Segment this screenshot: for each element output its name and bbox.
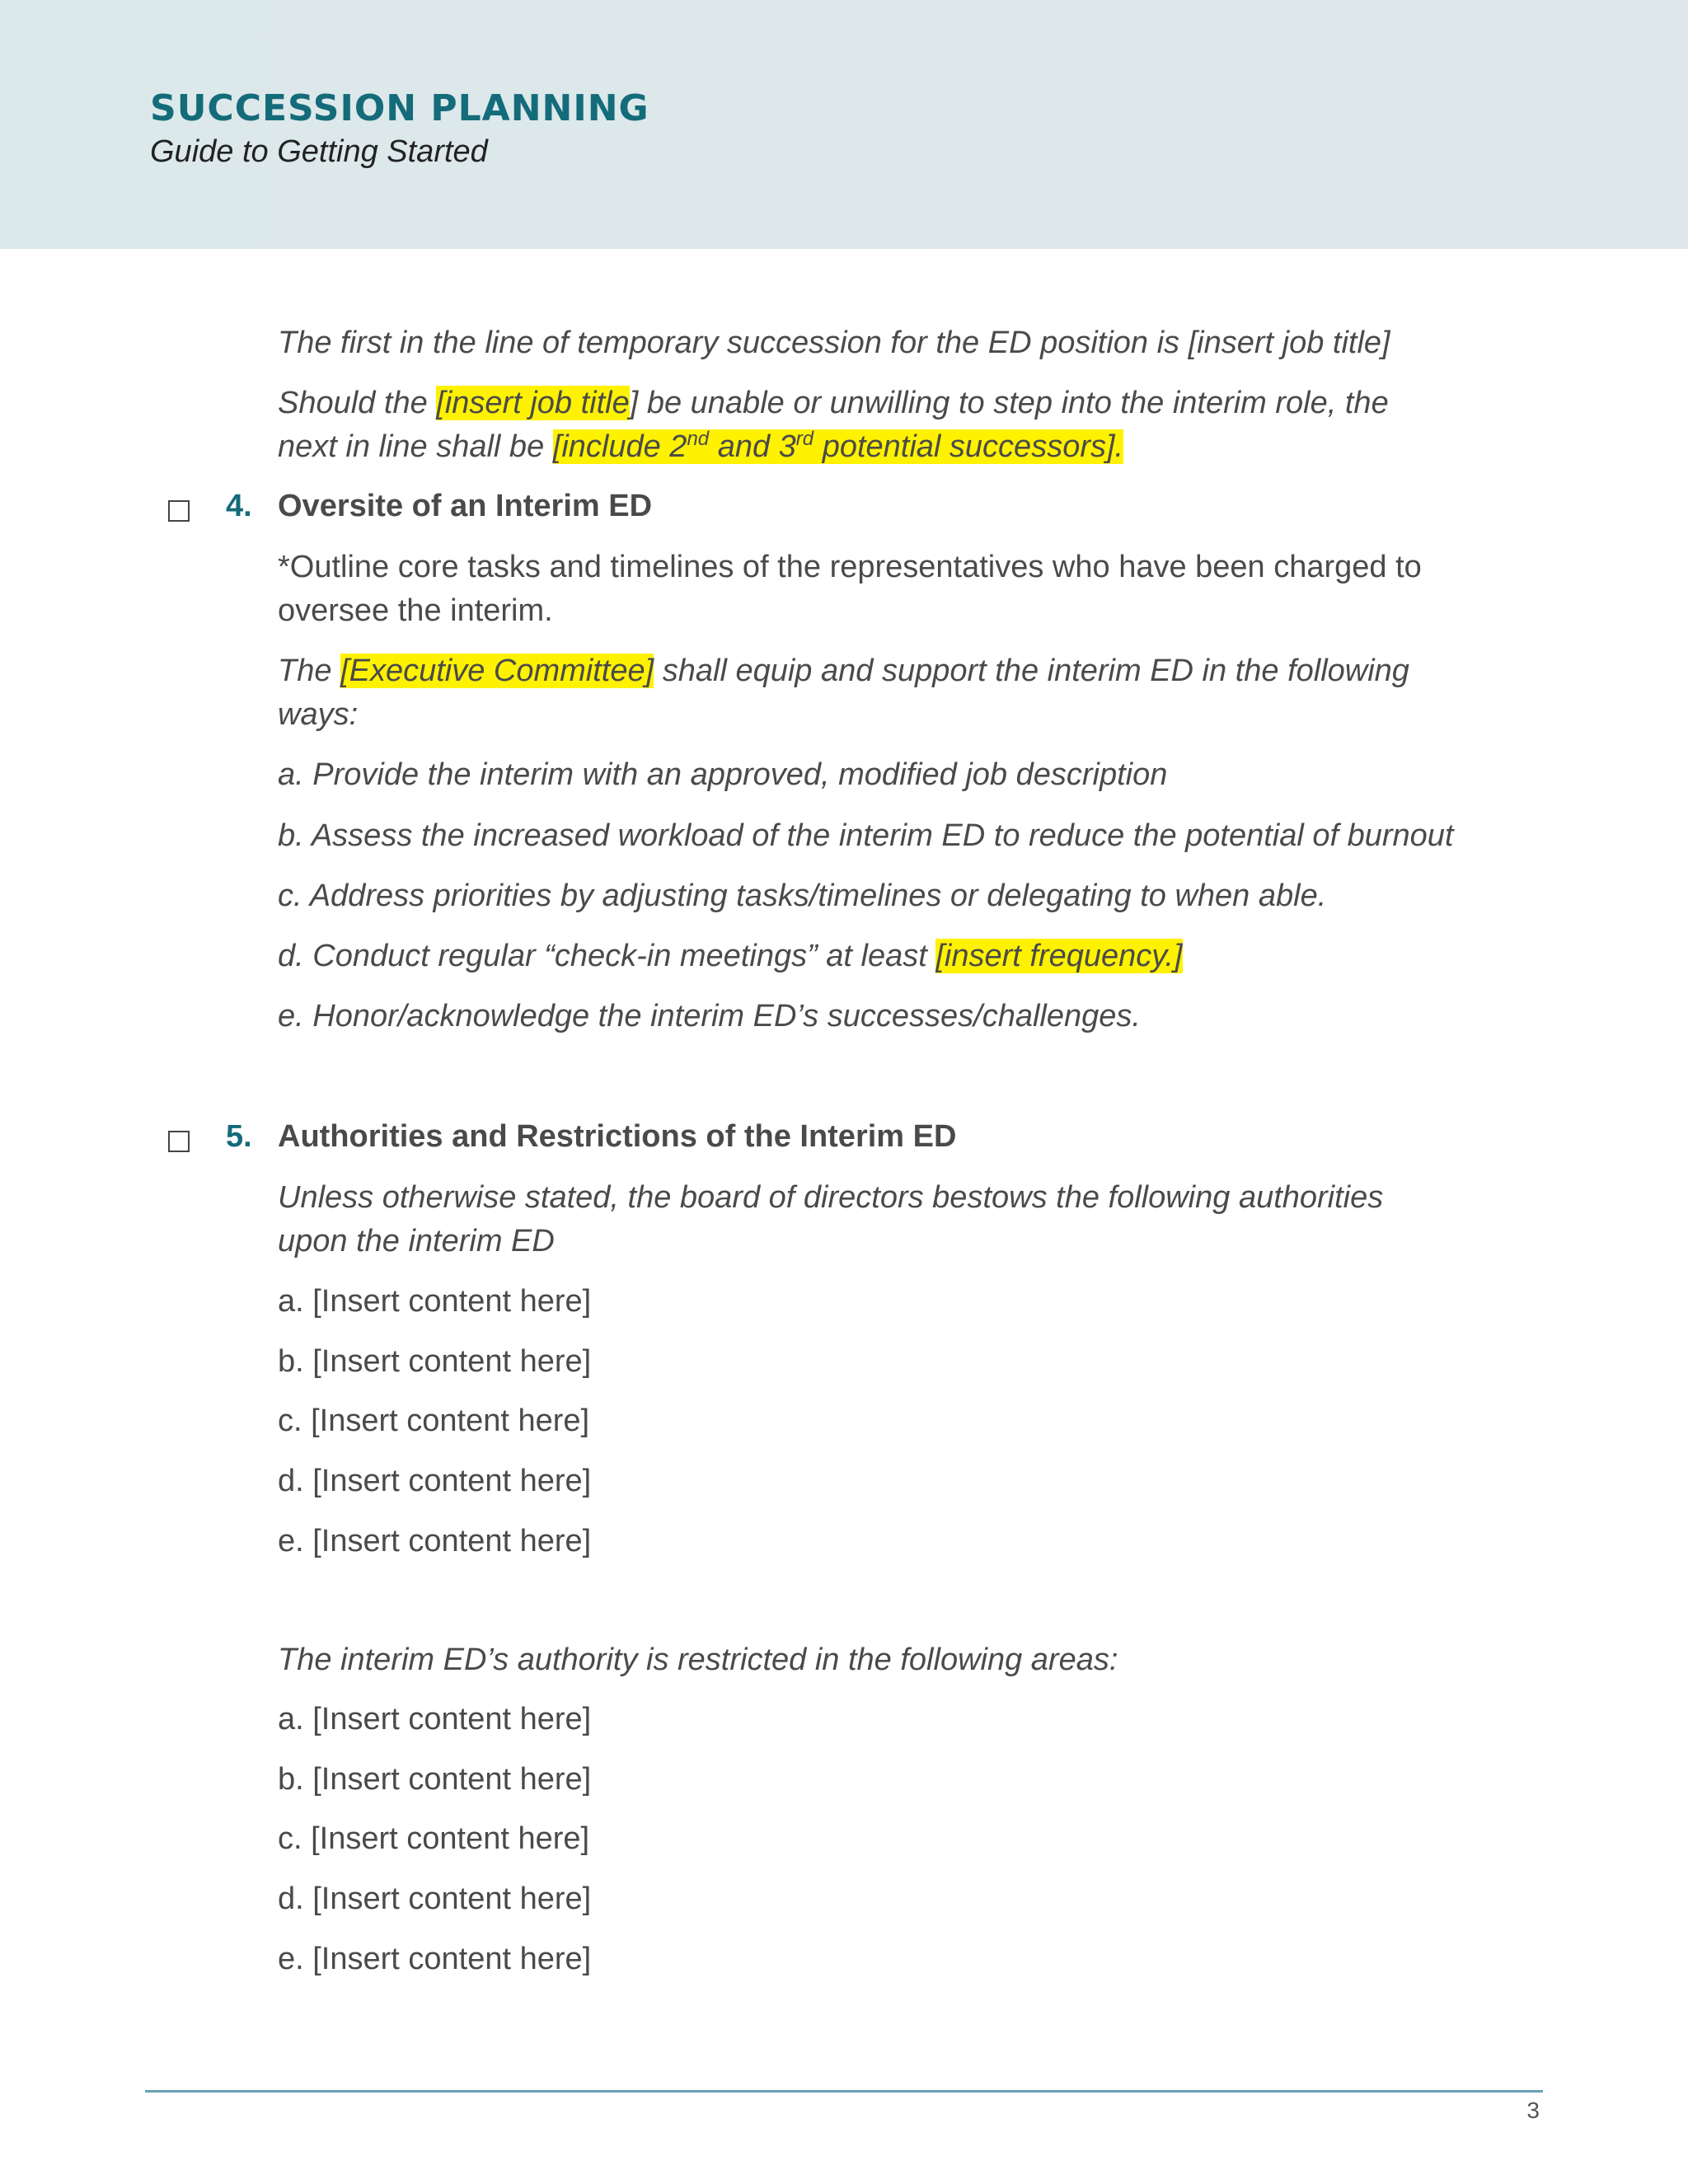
section-5-heading: Authorities and Restrictions of the Interim ED	[278, 1119, 957, 1154]
authorities-intro-line-2: upon the interim ED	[278, 1224, 555, 1258]
authority-item: a. [Insert content here]	[278, 1284, 592, 1319]
text-segment: ] be unable or unwilling to step into the interim role, the	[629, 386, 1389, 420]
text-segment: next in line shall be	[278, 429, 553, 464]
text-segment: The	[278, 654, 341, 688]
highlight-executive-committee: [Executive Committee]	[340, 654, 654, 688]
text-segment: Should the	[278, 386, 437, 420]
section-5-checkbox[interactable]	[168, 1131, 190, 1152]
section-4-desc-line-2: oversee the interim.	[278, 593, 553, 628]
text-segment: d. Conduct regular “check-in meetings” at least	[278, 939, 936, 973]
restriction-item: e. [Insert content here]	[278, 1942, 592, 1976]
restrictions-intro: The interim ED’s authority is restricted in the following areas:	[278, 1643, 1118, 1677]
restriction-item: c. [Insert content here]	[278, 1821, 590, 1856]
section-4-desc-line-1: *Outline core tasks and timelines of the representatives who have been charged to	[278, 550, 1422, 584]
succession-line-1: The first in the line of temporary succession for the ED position is [insert job title]	[278, 326, 1390, 360]
support-item-d	[278, 935, 1183, 977]
section-4-heading: Oversite of an Interim ED	[278, 489, 653, 523]
section-5-number: 5.	[226, 1119, 252, 1154]
authority-item: d. [Insert content here]	[278, 1464, 592, 1498]
text-segment: potential successors].	[814, 429, 1124, 464]
highlight-successors	[553, 429, 1123, 464]
section-4-checkbox[interactable]	[168, 500, 190, 522]
document-title: SUCCESSION PLANNING	[150, 87, 649, 129]
support-item-c: c. Address priorities by adjusting tasks/timelines or delegating to when able.	[278, 879, 1327, 913]
superscript: rd	[795, 428, 814, 450]
superscript: nd	[687, 428, 710, 450]
section-4-ways-line-1	[278, 649, 1409, 692]
section-4-ways-line-2: ways:	[278, 697, 359, 732]
authority-item: c. [Insert content here]	[278, 1404, 590, 1438]
highlight-frequency: [insert frequency.]	[935, 939, 1183, 973]
authorities-intro-line-1: Unless otherwise stated, the board of directors bestows the following authorities	[278, 1180, 1384, 1215]
support-item-e: e. Honor/acknowledge the interim ED’s successes/challenges.	[278, 999, 1141, 1033]
support-item-b: b. Assess the increased workload of the interim ED to reduce the potential of burnout	[278, 818, 1454, 853]
succession-line-3	[278, 425, 1123, 468]
restriction-item: d. [Insert content here]	[278, 1882, 592, 1916]
text-segment: and 3	[709, 429, 796, 464]
section-4-number: 4.	[226, 489, 252, 523]
document-subtitle: Guide to Getting Started	[150, 134, 488, 169]
footer-rule	[145, 2090, 1543, 2093]
authority-item: b. [Insert content here]	[278, 1344, 592, 1379]
highlight-job-title: [insert job title	[436, 386, 630, 420]
succession-line-2	[278, 382, 1389, 424]
page-number: 3	[1526, 2097, 1540, 2123]
authority-item: e. [Insert content here]	[278, 1524, 592, 1558]
text-segment: [include 2	[552, 429, 687, 464]
restriction-item: a. [Insert content here]	[278, 1702, 592, 1736]
support-item-a: a. Provide the interim with an approved, modified job description	[278, 757, 1168, 792]
restriction-item: b. [Insert content here]	[278, 1762, 592, 1797]
text-segment: shall equip and support the interim ED in the following	[654, 654, 1409, 688]
